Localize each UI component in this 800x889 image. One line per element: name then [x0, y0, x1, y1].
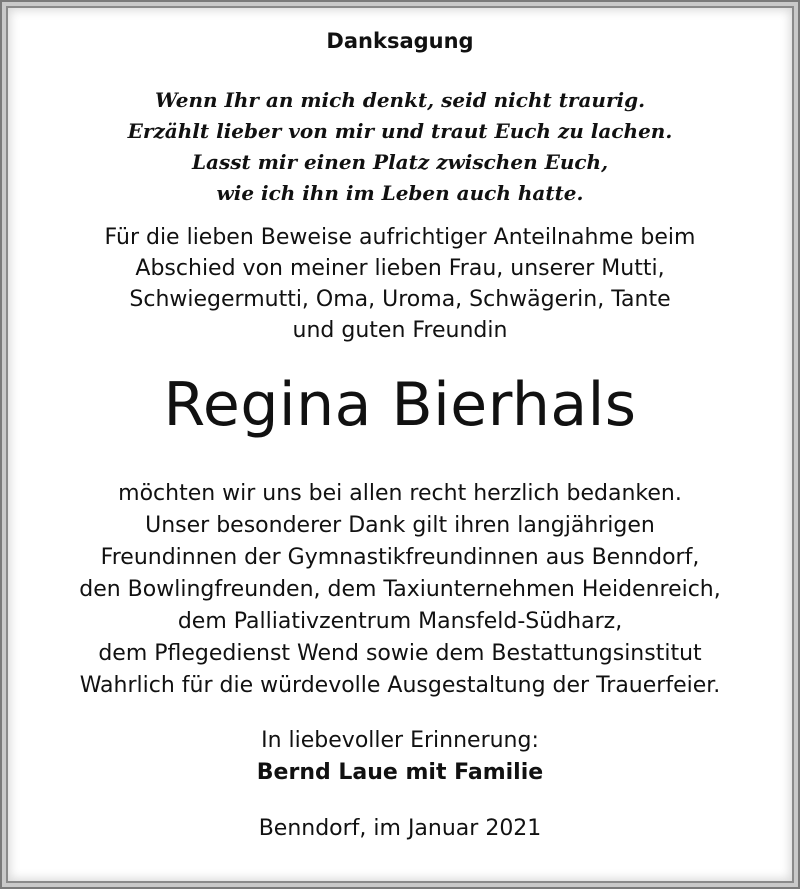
deceased-name: Regina Bierhals: [163, 370, 637, 440]
thanks-line-6: dem Pflegedienst Wend sowie dem Bestattungsinstitut: [98, 641, 702, 666]
closing-text: In liebevoller Erinnerung:: [261, 728, 539, 753]
thanks-line-3: Freundinnen der Gymnastikfreundinnen aus Benndorf,: [100, 545, 700, 570]
thanks-line-2: Unser besonderer Dank gilt ihren langjährigen: [145, 513, 655, 538]
thanks-line-1: möchten wir uns bei allen recht herzlich bedanken.: [118, 481, 682, 506]
intro-line-2: Abschied von meiner lieben Frau, unserer Mutti,: [135, 256, 665, 281]
poem-line-4: wie ich ihn im Leben auch hatte.: [216, 181, 584, 205]
thanks-line-4: den Bowlingfreunden, dem Taxiunternehmen Heidenreich,: [79, 577, 721, 602]
thanks-line-5: dem Palliativzentrum Mansfeld-Südharz,: [177, 609, 623, 634]
poem-line-1: Wenn Ihr an mich denkt, seid nicht traurig.: [154, 88, 646, 112]
signature: Bernd Laue mit Familie: [256, 760, 544, 785]
thanks-line-7: Wahrlich für die würdevolle Ausgestaltung der Trauerfeier.: [79, 673, 721, 698]
place-date: Benndorf, im Januar 2021: [258, 816, 542, 841]
poem-line-3: Lasst mir einen Platz zwischen Euch,: [191, 150, 609, 174]
intro-line-4: und guten Freundin: [292, 318, 508, 343]
heading: Danksagung: [326, 29, 474, 53]
poem-line-2: Erzählt lieber von mir und traut Euch zu lachen.: [127, 119, 673, 143]
intro-line-3: Schwiegermutti, Oma, Uroma, Schwägerin, Tante: [129, 287, 671, 312]
intro-line-1: Für die lieben Beweise aufrichtiger Anteilnahme beim: [104, 225, 696, 250]
